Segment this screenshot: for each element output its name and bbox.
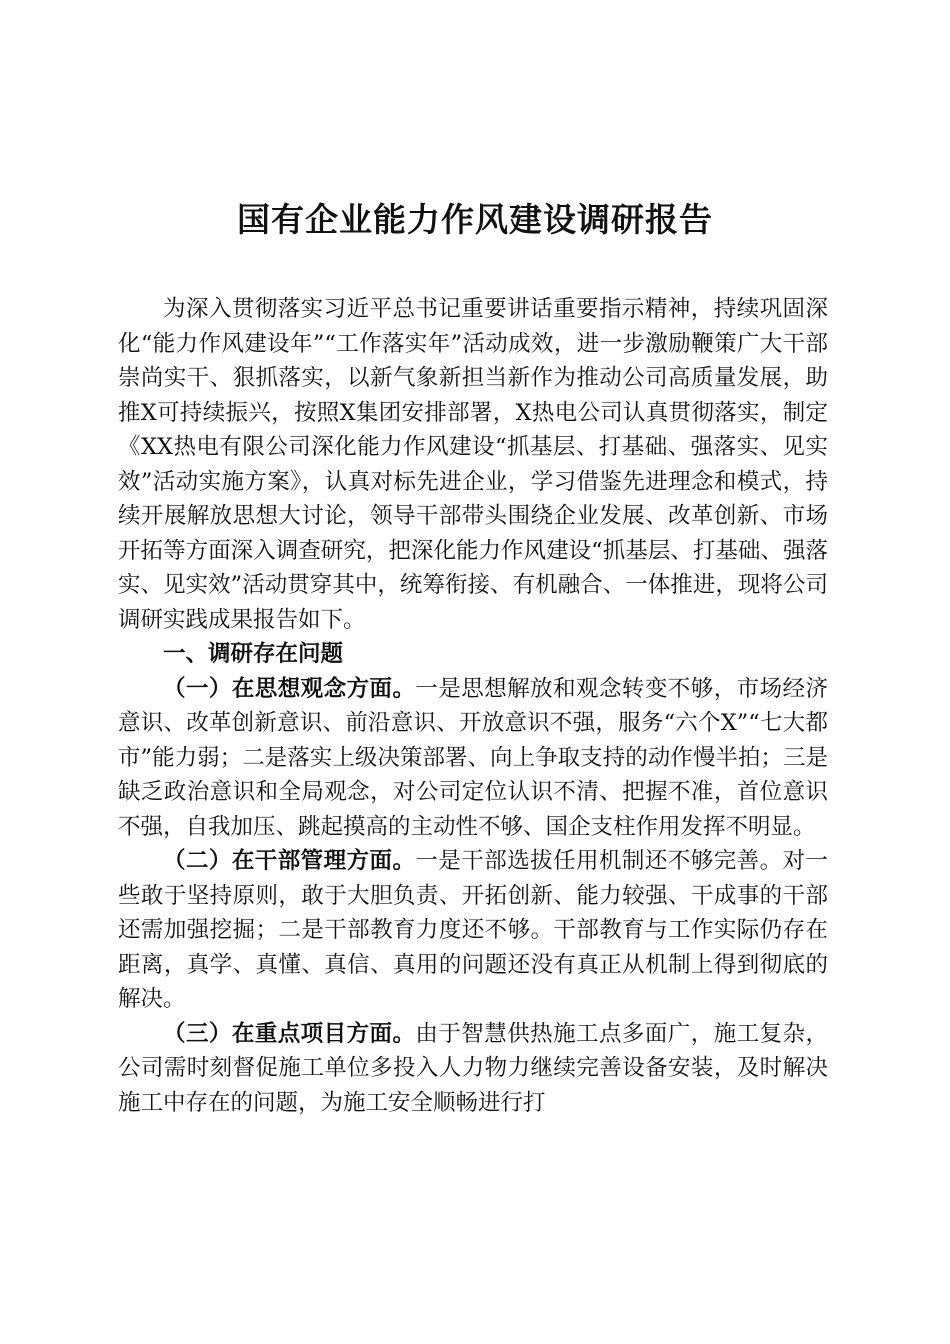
item-text-2: 一是干部选拔任用机制还不够完善。对一些敢于坚持原则，敢于大胆负责、开拓创新、能力较强、干成事的干部还需加强挖掘；二是干部教育力度还不够。干部教育与工作实际仍存在距离，真学、真懂、真信、真用的问题还没有真正从机制上得到彻底的解决。 <box>118 848 828 1012</box>
item-paragraph-1 <box>118 672 828 845</box>
item-paragraph-2 <box>118 844 828 1017</box>
document-body <box>118 292 828 1120</box>
item-paragraph-3 <box>118 1017 828 1121</box>
intro-paragraph: 为深入贯彻落实习近平总书记重要讲话重要指示精神，持续巩固深化“能力作风建设年”“工作落实年”活动成效，进一步激励鞭策广大干部崇尚实干、狠抓落实，以新气象新担当新作为推动公司高质量发展，助推X可持续振兴，按照X集团安排部署，X热电公司认真贯彻落实，制定《XX热电有限公司深化能力作风建设“抓基层、打基础、强落实、见实效”活动实施方案》，认真对标先进企业，学习借鉴先进理念和模式，持续开展解放思想大讨论，领导干部带头围绕企业发展、改革创新、市场开拓等方面深入调查研究，把深化能力作风建设“抓基层、打基础、强落实、见实效”活动贯穿其中，统筹衔接、有机融合、一体推进，现将公司调研实践成果报告如下。 <box>118 296 828 633</box>
item-heading-1: （一）在思想观念方面。 <box>163 675 416 702</box>
item-text-1: 一是思想解放和观念转变不够，市场经济意识、改革创新意识、前沿意识、开放意识不强，服务“六个X”“七大都市”能力弱；二是落实上级决策部署、向上争取支持的动作慢半拍；三是缺乏政治意识和全局观念，对公司定位认识不清、把握不准，首位意识不强，自我加压、跳起摸高的主动性不够、国企支柱作用发挥不明显。 <box>118 675 828 840</box>
section-heading: 一、调研存在问题 <box>163 641 344 667</box>
item-text-3: 由于智慧供热施工点多面广，施工复杂，公司需时刻督促施工单位多投入人力物力继续完善设备安装，及时解决施工中存在的问题，为施工安全顺畅进行打 <box>118 1020 828 1116</box>
item-heading-2: （二）在干部管理方面。 <box>163 848 416 874</box>
document-title: 国有企业能力作风建设调研报告 <box>237 200 713 239</box>
item-heading-3: （三）在重点项目方面。 <box>163 1020 416 1047</box>
